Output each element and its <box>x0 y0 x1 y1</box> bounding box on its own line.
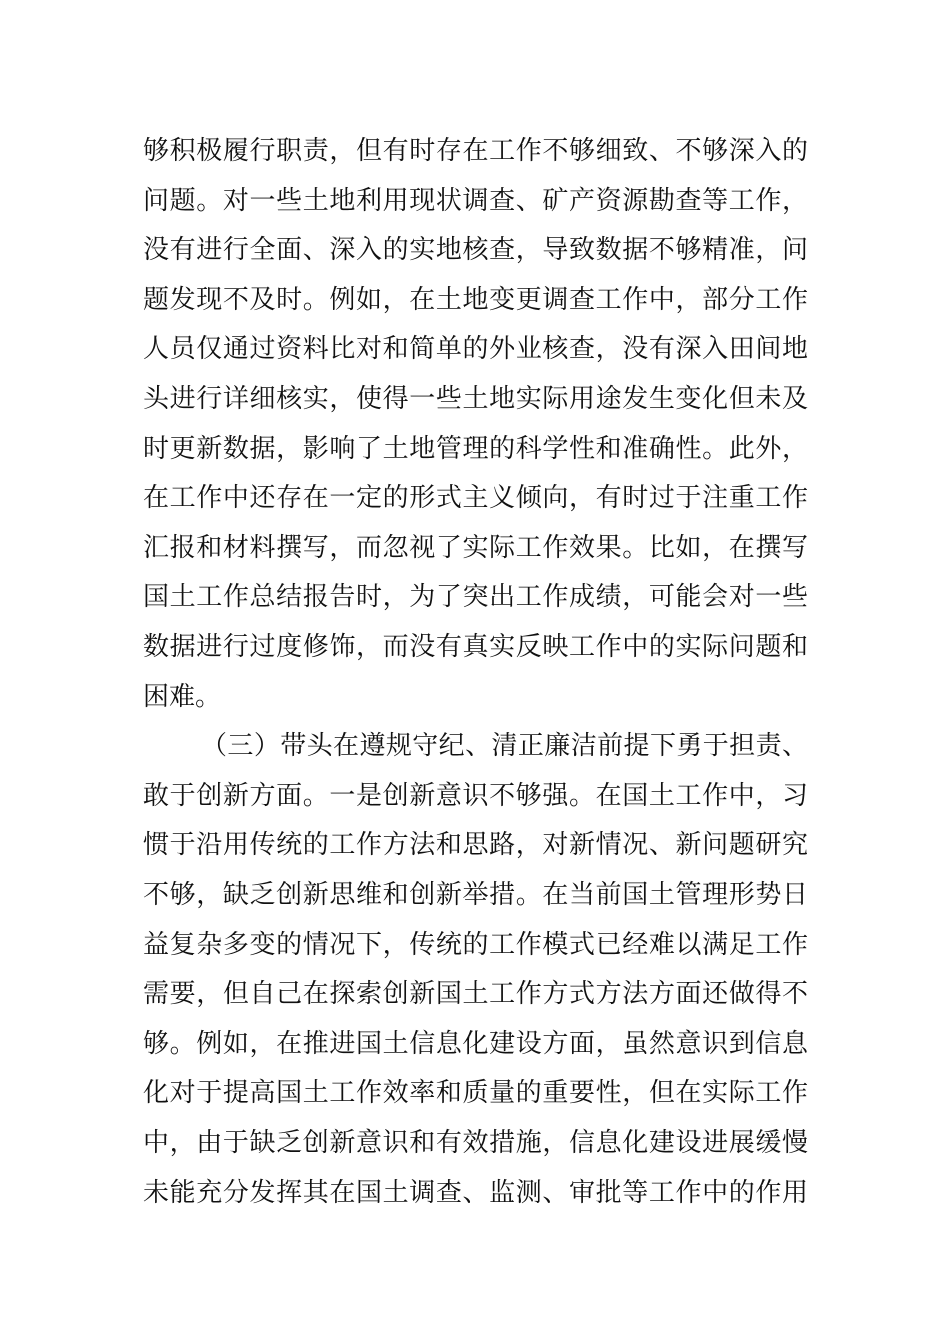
text-line-8: 在工作中还存在一定的形式主义倾向，有时过于注重工作 <box>143 483 808 513</box>
text-line-22: 未能充分发挥其在国土调查、监测、审批等工作中的作用 <box>143 1178 808 1208</box>
text-line-6: 头进行详细核实，使得一些土地实际用途发生变化但未及 <box>143 384 808 414</box>
section-heading-3: （三）带头在遵规守纪、清正廉洁前提下勇于担责、 <box>201 731 808 761</box>
text-line-10: 国土工作总结报告时，为了突出工作成绩，可能会对一些 <box>143 582 808 612</box>
text-line-16: 不够，缺乏创新思维和创新举措。在当前国土管理形势日 <box>143 880 808 910</box>
text-line-7: 时更新数据，影响了土地管理的科学性和准确性。此外， <box>143 434 808 464</box>
text-line-5: 人员仅通过资料比对和简单的外业核查，没有深入田间地 <box>143 334 808 364</box>
text-line-20: 化对于提高国土工作效率和质量的重要性，但在实际工作 <box>143 1078 808 1108</box>
text-line-21: 中，由于缺乏创新意识和有效措施，信息化建设进展缓慢 <box>143 1128 808 1158</box>
text-line-15: 惯于沿用传统的工作方法和思路，对新情况、新问题研究 <box>143 830 808 860</box>
text-line-2: 问题。对一些土地利用现状调查、矿产资源勘查等工作， <box>143 186 808 216</box>
text-line-14: 敢于创新方面。一是创新意识不够强。在国土工作中，习 <box>143 781 808 811</box>
text-line-9: 汇报和材料撰写，而忽视了实际工作效果。比如，在撰写 <box>143 533 808 563</box>
text-line-3: 没有进行全面、深入的实地核查，导致数据不够精准，问 <box>143 235 808 265</box>
text-line-17: 益复杂多变的情况下，传统的工作模式已经难以满足工作 <box>143 930 808 960</box>
text-line-4: 题发现不及时。例如，在土地变更调查工作中，部分工作 <box>143 285 808 315</box>
text-line-1: 够积极履行职责，但有时存在工作不够细致、不够深入的 <box>143 136 808 166</box>
text-line-19: 够。例如，在推进国土信息化建设方面，虽然意识到信息 <box>143 1029 808 1059</box>
text-line-11: 数据进行过度修饰，而没有真实反映工作中的实际问题和 <box>143 632 808 662</box>
text-line-12: 困难。 <box>143 682 222 712</box>
text-line-18: 需要，但自己在探索创新国土工作方式方法方面还做得不 <box>143 979 808 1009</box>
